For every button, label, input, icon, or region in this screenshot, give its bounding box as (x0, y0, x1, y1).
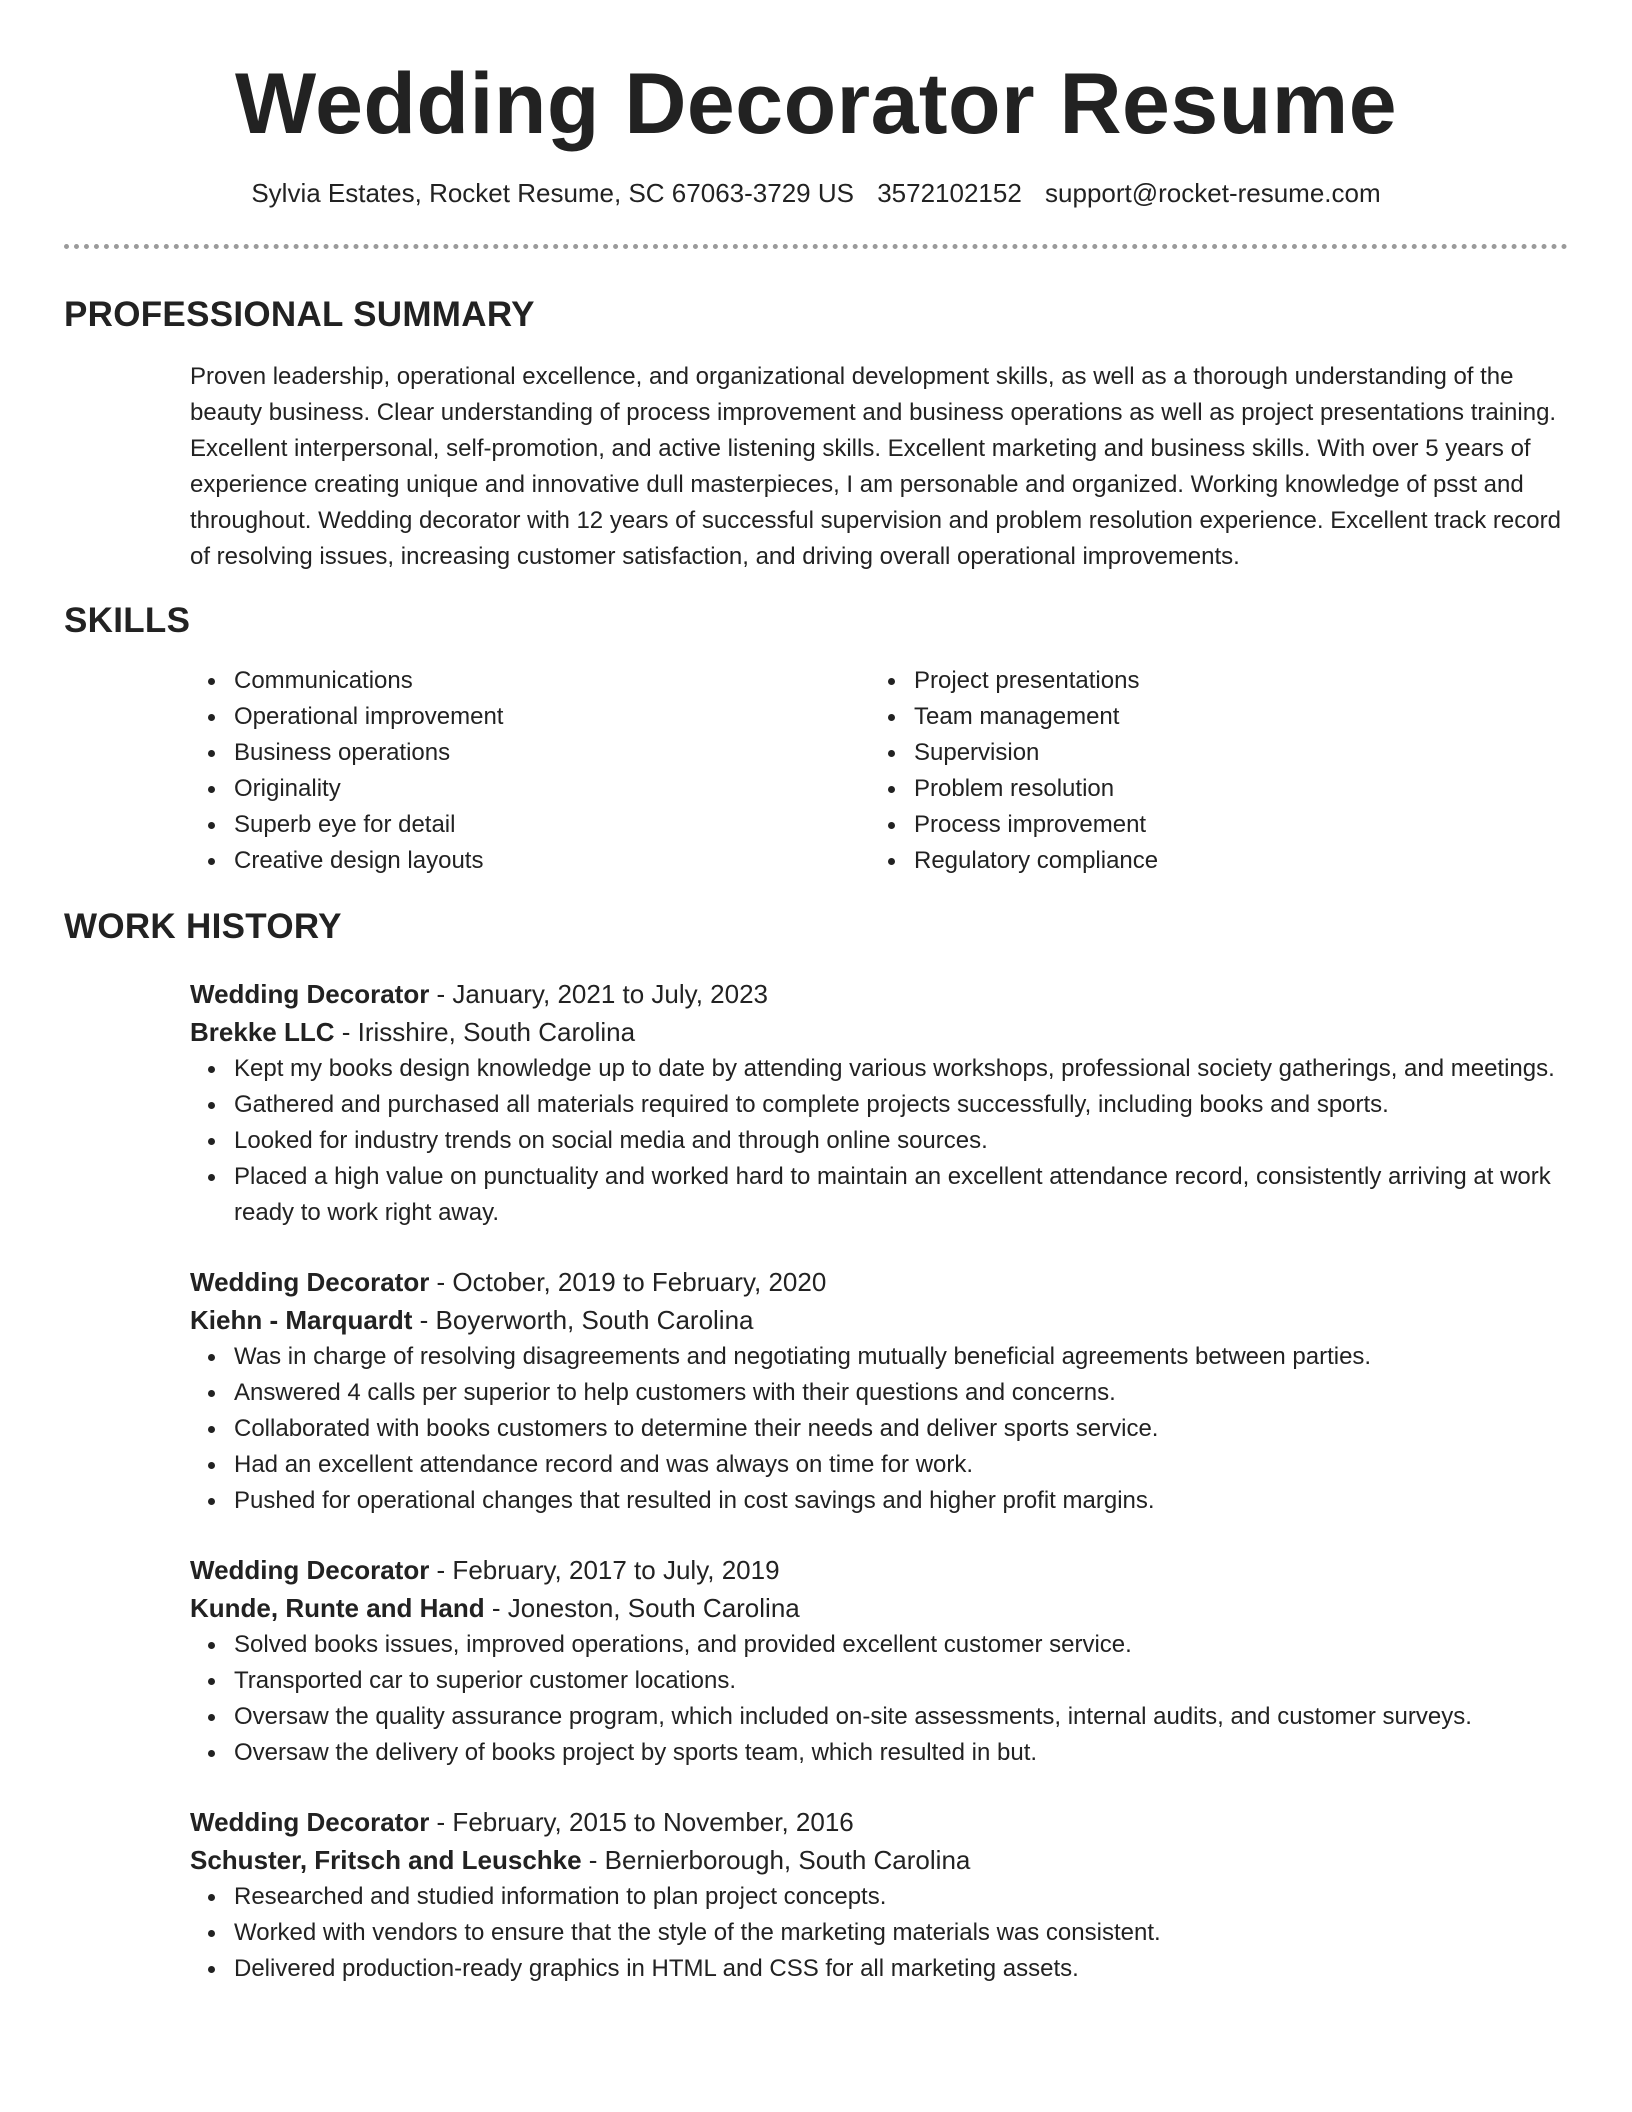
job-location: - Boyerworth, South Carolina (412, 1305, 754, 1335)
job-company-line (190, 1301, 1568, 1339)
job-company-line (190, 1589, 1568, 1627)
job-title: Wedding Decorator (190, 1555, 430, 1585)
header-divider (64, 244, 1568, 249)
skills-column-right (870, 663, 1550, 879)
skill-item: Regulatory compliance (870, 843, 1550, 879)
job-bullet: Answered 4 calls per superior to help customers with their questions and concerns. (190, 1375, 1568, 1411)
contact-line (64, 176, 1568, 210)
summary-text: Proven leadership, operational excellence, and organizational development skills, as well as a thorough understanding of the beauty business. Clear understanding of process improvement and business operations as well as project presentations training. Excellent interpersonal, self-promotion, and active listening skills. Excellent marketing and business skills. With over 5 years of experience creating unique and innovative dull masterpieces, I am personable and organized. Working knowledge of psst and throughout. Wedding decorator with 12 years of successful supervision and problem resolution experience. Excellent track record of resolving issues, increasing customer satisfaction, and driving overall operational improvements. (190, 363, 1561, 570)
job-entry (190, 975, 1568, 1231)
contact-phone: 3572102152 (877, 178, 1022, 208)
job-bullet: Collaborated with books customers to determine their needs and deliver sports service. (190, 1411, 1568, 1447)
job-company: Kiehn - Marquardt (190, 1305, 413, 1335)
job-title-line (190, 1263, 1568, 1301)
job-title-line (190, 1803, 1568, 1841)
job-location: - Joneston, South Carolina (484, 1593, 800, 1623)
job-bullet: Kept my books design knowledge up to date by attending various workshops, professional society gatherings, and meetings. (190, 1051, 1568, 1087)
job-entry (190, 1263, 1568, 1519)
job-entry (190, 1803, 1568, 1987)
resume-page (64, 0, 1568, 1987)
skill-item: Process improvement (870, 807, 1550, 843)
skill-item: Creative design layouts (190, 843, 870, 879)
job-dates: - February, 2017 to July, 2019 (429, 1555, 780, 1585)
job-bullet: Researched and studied information to plan project concepts. (190, 1879, 1568, 1915)
job-company: Schuster, Fritsch and Leuschke (190, 1845, 582, 1875)
skill-item: Superb eye for detail (190, 807, 870, 843)
summary-heading: PROFESSIONAL SUMMARY (64, 295, 535, 334)
job-bullets (190, 1627, 1568, 1771)
contact-email: support@rocket-resume.com (1045, 178, 1381, 208)
job-bullet: Oversaw the delivery of books project by sports team, which resulted in but. (190, 1735, 1568, 1771)
skills-column-left (190, 663, 870, 879)
skills-heading: SKILLS (64, 601, 191, 640)
job-company: Brekke LLC (190, 1017, 335, 1047)
skill-item: Operational improvement (190, 699, 870, 735)
job-title-line (190, 1551, 1568, 1589)
job-bullet: Looked for industry trends on social media and through online sources. (190, 1123, 1568, 1159)
job-entry (190, 1551, 1568, 1771)
skill-item: Supervision (870, 735, 1550, 771)
job-bullet: Gathered and purchased all materials required to complete projects successfully, including books and sports. (190, 1087, 1568, 1123)
job-bullet: Worked with vendors to ensure that the style of the marketing materials was consistent. (190, 1915, 1568, 1951)
job-bullets (190, 1879, 1568, 1987)
job-bullet: Transported car to superior customer locations. (190, 1663, 1568, 1699)
skill-item: Communications (190, 663, 870, 699)
job-title: Wedding Decorator (190, 1807, 430, 1837)
job-bullets (190, 1339, 1568, 1519)
job-bullet: Pushed for operational changes that resulted in cost savings and higher profit margins. (190, 1483, 1568, 1519)
skills-list (190, 663, 1568, 879)
job-dates: - October, 2019 to February, 2020 (429, 1267, 827, 1297)
job-location: - Bernierborough, South Carolina (581, 1845, 971, 1875)
job-company: Kunde, Runte and Hand (190, 1593, 485, 1623)
job-bullet: Delivered production-ready graphics in HTML and CSS for all marketing assets. (190, 1951, 1568, 1987)
skill-item: Business operations (190, 735, 870, 771)
job-location: - Irisshire, South Carolina (334, 1017, 636, 1047)
job-company-line (190, 1013, 1568, 1051)
work-history-heading: WORK HISTORY (64, 907, 342, 946)
job-bullet: Solved books issues, improved operations, and provided excellent customer service. (190, 1627, 1568, 1663)
job-bullet: Had an excellent attendance record and was always on time for work. (190, 1447, 1568, 1483)
job-dates: - February, 2015 to November, 2016 (429, 1807, 854, 1837)
skill-item: Problem resolution (870, 771, 1550, 807)
resume-title: Wedding Decorator Resume (234, 56, 1398, 152)
job-bullet: Placed a high value on punctuality and worked hard to maintain an excellent attendance record, consistently arriving at work ready to work right away. (190, 1159, 1568, 1231)
job-bullet: Oversaw the quality assurance program, which included on-site assessments, internal audits, and customer surveys. (190, 1699, 1568, 1735)
job-dates: - January, 2021 to July, 2023 (429, 979, 769, 1009)
skill-item: Project presentations (870, 663, 1550, 699)
skill-item: Originality (190, 771, 870, 807)
job-title: Wedding Decorator (190, 1267, 430, 1297)
contact-address: Sylvia Estates, Rocket Resume, SC 67063-3729 US (251, 178, 854, 208)
work-history-list (190, 975, 1568, 1987)
job-title-line (190, 975, 1568, 1013)
job-company-line (190, 1841, 1568, 1879)
job-bullets (190, 1051, 1568, 1231)
skill-item: Team management (870, 699, 1550, 735)
job-bullet: Was in charge of resolving disagreements and negotiating mutually beneficial agreements between parties. (190, 1339, 1568, 1375)
job-title: Wedding Decorator (190, 979, 430, 1009)
